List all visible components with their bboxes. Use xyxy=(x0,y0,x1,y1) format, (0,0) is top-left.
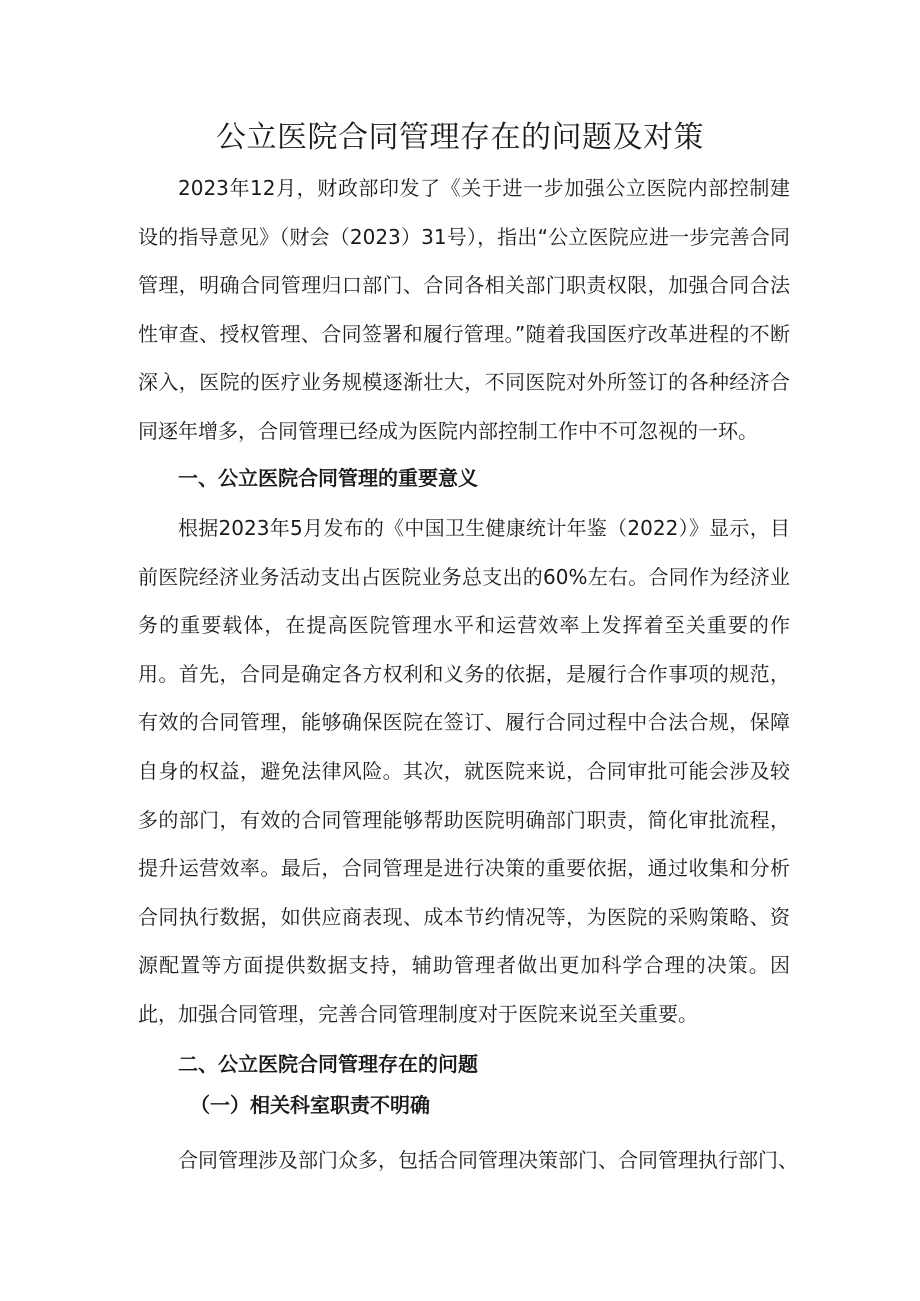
section-heading-problems: 二、公立医院合同管理存在的问题 xyxy=(178,1052,478,1076)
section-heading-importance: 一、公立医院合同管理的重要意义 xyxy=(178,466,478,490)
subsection-heading-responsibilities: （一）相关科室职责不明确 xyxy=(190,1093,430,1117)
responsibilities-paragraph: 合同管理涉及部门众多，包括合同管理决策部门、合同管理执行部门、 xyxy=(178,1148,798,1172)
intro-paragraph: 2023年12月，财政部印发了《关于进一步加强公立医院内部控制建设的指导意见》（财会（2023）31号），指出“公立医院应进一步完善合同管理，明确合同管理归口部门、合同各相关部门职责权限，加强合同合法性审查、授权管理、合同签署和履行管理。”随着我国医疗改革进程的不断深入，医院的医疗业务规模逐渐壮大，不同医院对外所签订的各种经济合同逐年增多，合同管理已经成为医院内部控制工作中不可忽视的一环。 xyxy=(138,176,790,443)
document-title: 公立医院合同管理存在的问题及对策 xyxy=(216,120,704,155)
importance-paragraph: 根据2023年5月发布的《中国卫生健康统计年鉴（2022）》显示，目前医院经济业务活动支出占医院业务总支出的60%左右。合同作为经济业务的重要载体，在提高医院管理水平和运营效率上发挥着至关重要的作用。首先，合同是确定各方权利和义务的依据，是履行合作事项的规范，有效的合同管理，能够确保医院在签订、履行合同过程中合法合规，保障自身的权益，避免法律风险。其次，就医院来说，合同审批可能会涉及较多的部门，有效的合同管理能够帮助医院明确部门职责，简化审批流程，提升运营效率。最后，合同管理是进行决策的重要依据，通过收集和分析合同执行数据，如供应商表现、成本节约情况等，为医院的采购策略、资源配置等方面提供数据支持，辅助管理者做出更加科学合理的决策。因此，加强合同管理，完善合同管理制度对于医院来说至关重要。 xyxy=(138,516,790,1026)
